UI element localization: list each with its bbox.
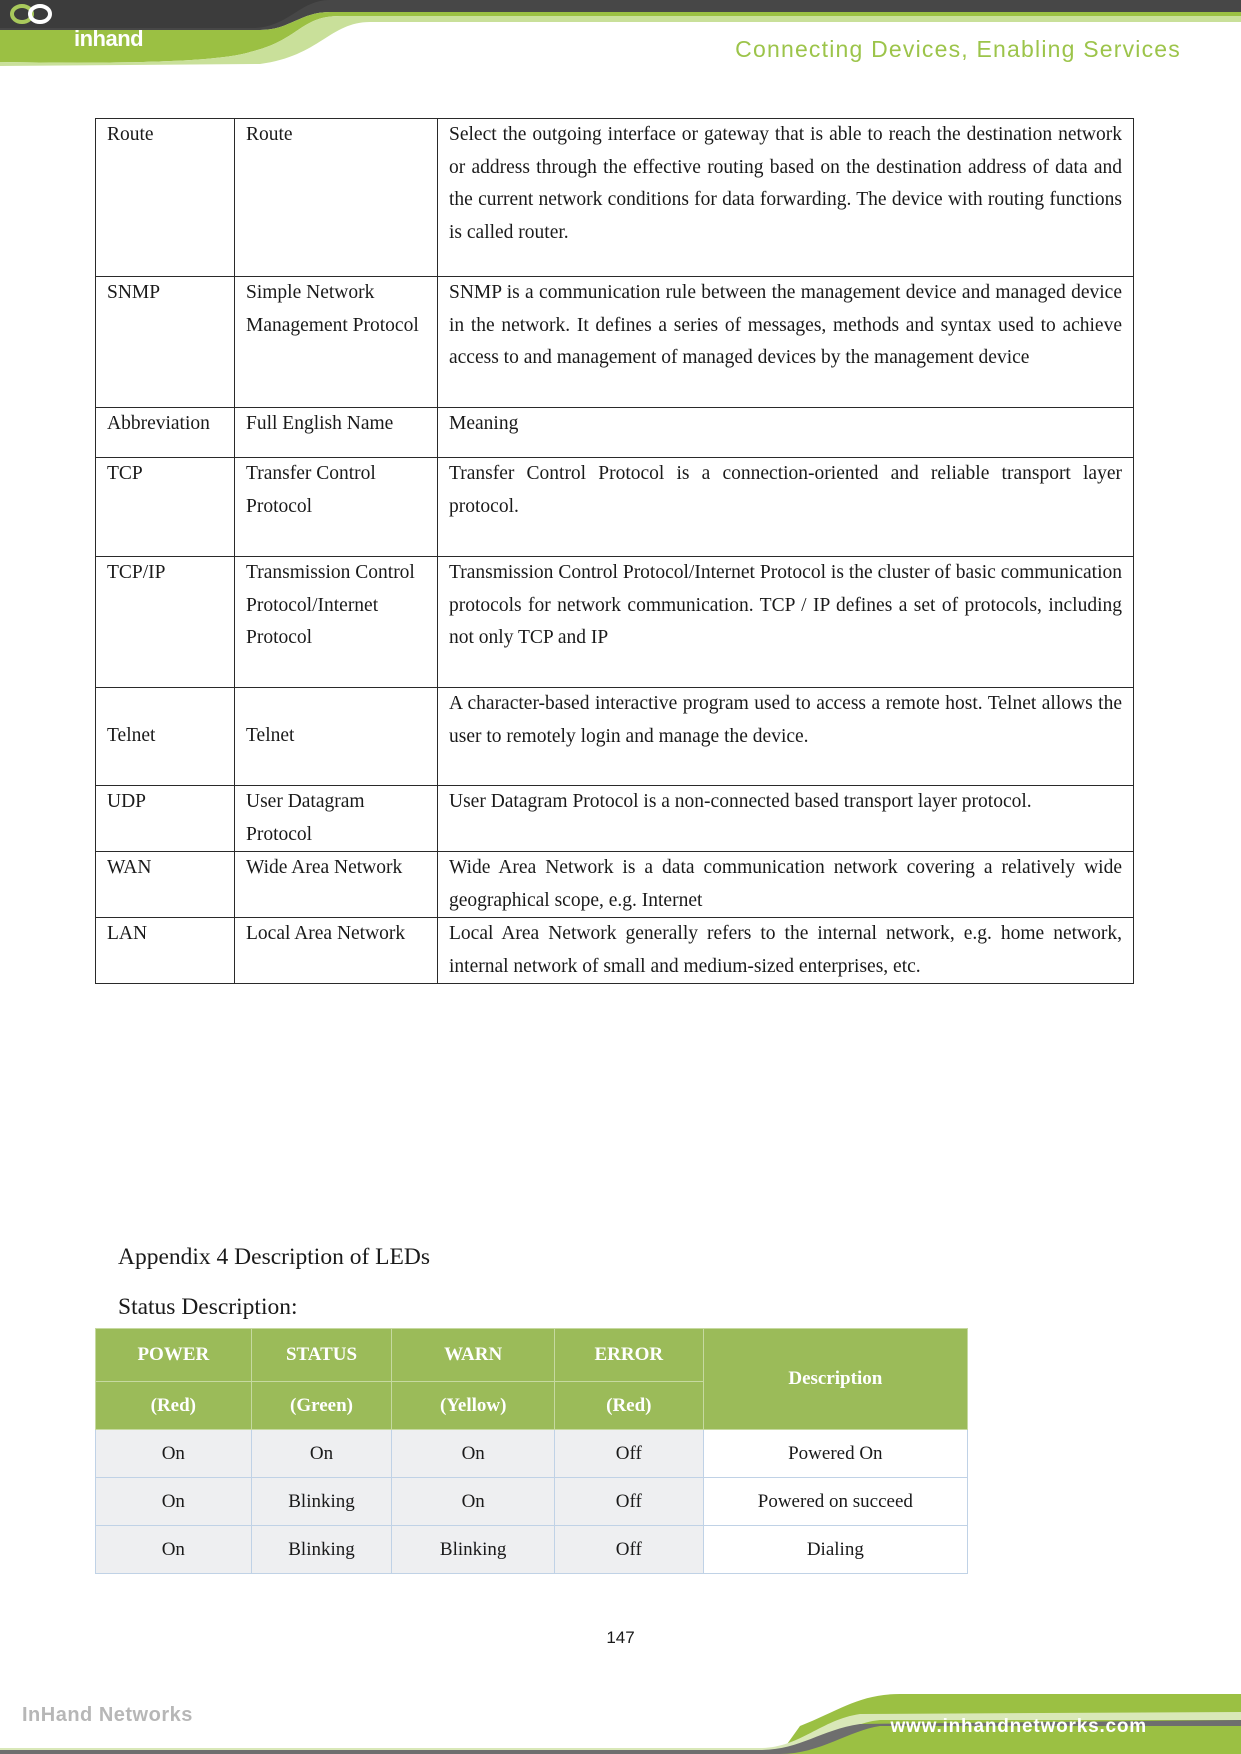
- full-name-cell: Full English Name: [235, 408, 438, 458]
- table-row: [96, 277, 1134, 408]
- header-error: ERROR: [554, 1329, 703, 1382]
- glossary-table: [95, 118, 1134, 984]
- page-footer: [0, 1690, 1241, 1754]
- header-power: POWER: [96, 1329, 252, 1382]
- abbr-cell: UDP: [96, 786, 235, 852]
- abbr-cell: TCP: [96, 458, 235, 557]
- full-name-cell: Simple Network Management Protocol: [235, 277, 438, 408]
- description-cell: Powered On: [703, 1430, 967, 1478]
- warn-cell: On: [392, 1478, 555, 1526]
- table-row: [96, 119, 1134, 277]
- table-row: [96, 1478, 968, 1526]
- power-cell: On: [96, 1526, 252, 1574]
- page-header: [0, 0, 1241, 70]
- abbr-cell: Telnet: [96, 688, 235, 786]
- full-name-cell: Local Area Network: [235, 918, 438, 984]
- full-name-cell: Wide Area Network: [235, 852, 438, 918]
- table-row: [96, 688, 1134, 786]
- meaning-cell: User Datagram Protocol is a non-connected based transport layer protocol.: [438, 786, 1134, 852]
- error-cell: Off: [554, 1526, 703, 1574]
- table-row: [96, 852, 1134, 918]
- meaning-cell: Wide Area Network is a data communication network covering a relatively wide geographical scope, e.g. Internet: [438, 852, 1134, 918]
- footer-company-name: InHand Networks: [22, 1704, 193, 1726]
- abbr-cell: LAN: [96, 918, 235, 984]
- table-row: [96, 408, 1134, 458]
- logo-text: inhand: [74, 26, 144, 51]
- header-warn: WARN: [392, 1329, 555, 1382]
- full-name-cell: Route: [235, 119, 438, 277]
- status-description-heading: Status Description:: [118, 1294, 298, 1320]
- status-cell: Blinking: [251, 1526, 392, 1574]
- table-header-row: [96, 1329, 968, 1382]
- page-number: 147: [606, 1628, 635, 1647]
- meaning-cell: Meaning: [438, 408, 1134, 458]
- error-cell: Off: [554, 1478, 703, 1526]
- abbr-cell: Abbreviation: [96, 408, 235, 458]
- abbr-cell: WAN: [96, 852, 235, 918]
- meaning-cell: Local Area Network generally refers to the internal network, e.g. home network, internal network of small and medium-sized enterprises, etc.: [438, 918, 1134, 984]
- meaning-cell: Transmission Control Protocol/Internet Protocol is the cluster of basic communication protocols for network communication. TCP / IP defines a set of protocols, including not only TCP and IP: [438, 557, 1134, 688]
- table-row: [96, 557, 1134, 688]
- footer-website: www.inhandnetworks.com: [890, 1716, 1147, 1737]
- table-row: [96, 458, 1134, 557]
- meaning-cell: Select the outgoing interface or gateway that is able to reach the destination network or address through the effective routing based on the destination address of data and the current network conditions for data forwarding. The device with routing functions is called router.: [438, 119, 1134, 277]
- led-status-table: [95, 1328, 968, 1574]
- full-name-cell: Transfer Control Protocol: [235, 458, 438, 557]
- table-row: [96, 1526, 968, 1574]
- full-name-cell: Telnet: [235, 688, 438, 786]
- header-description: Description: [703, 1329, 967, 1430]
- header-status: STATUS: [251, 1329, 392, 1382]
- power-cell: On: [96, 1430, 252, 1478]
- table-row: [96, 786, 1134, 852]
- table-row: [96, 1430, 968, 1478]
- status-cell: On: [251, 1430, 392, 1478]
- appendix-heading: Appendix 4 Description of LEDs: [118, 1244, 430, 1270]
- power-cell: On: [96, 1478, 252, 1526]
- abbr-cell: TCP/IP: [96, 557, 235, 688]
- header-power-color: (Red): [96, 1382, 252, 1430]
- full-name-cell: User Datagram Protocol: [235, 786, 438, 852]
- header-status-color: (Green): [251, 1382, 392, 1430]
- inhand-logo-icon: [0, 0, 72, 54]
- description-cell: Powered on succeed: [703, 1478, 967, 1526]
- status-cell: Blinking: [251, 1478, 392, 1526]
- header-error-color: (Red): [554, 1382, 703, 1430]
- header-warn-color: (Yellow): [392, 1382, 555, 1430]
- full-name-cell: Transmission Control Protocol/Internet Protocol: [235, 557, 438, 688]
- meaning-cell: Transfer Control Protocol is a connection-oriented and reliable transport layer protocol.: [438, 458, 1134, 557]
- table-row: [96, 918, 1134, 984]
- error-cell: Off: [554, 1430, 703, 1478]
- warn-cell: On: [392, 1430, 555, 1478]
- warn-cell: Blinking: [392, 1526, 555, 1574]
- abbr-cell: Route: [96, 119, 235, 277]
- header-tagline: Connecting Devices, Enabling Services: [735, 36, 1181, 62]
- meaning-cell: SNMP is a communication rule between the management device and managed device in the network. It defines a series of messages, methods and syntax used to achieve access to and management of managed devices by the management device: [438, 277, 1134, 408]
- description-cell: Dialing: [703, 1526, 967, 1574]
- meaning-cell: A character-based interactive program used to access a remote host. Telnet allows the user to remotely login and manage the device.: [438, 688, 1134, 786]
- abbr-cell: SNMP: [96, 277, 235, 408]
